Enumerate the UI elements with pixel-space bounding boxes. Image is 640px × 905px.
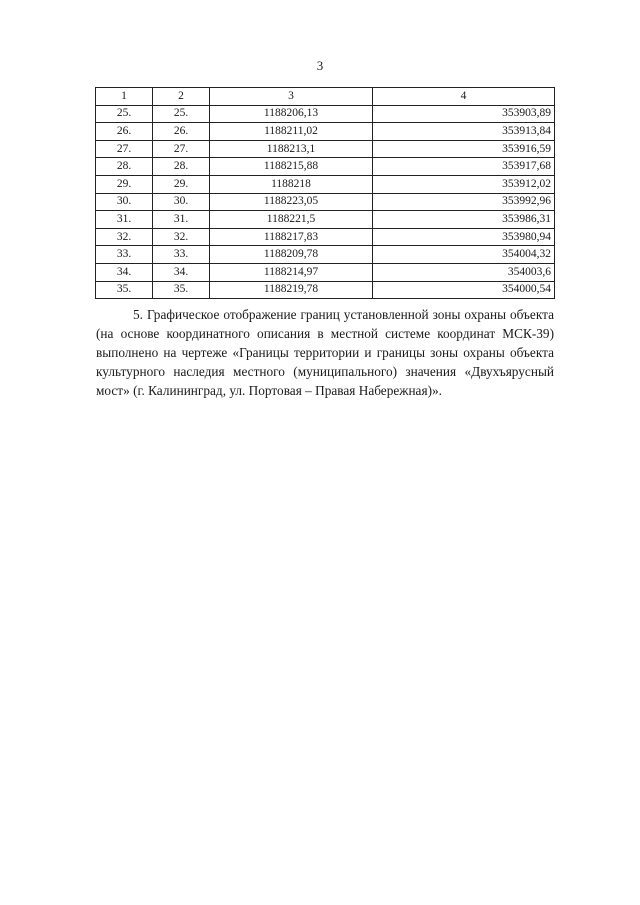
y-coordinate-cell: 353992,96 [373, 193, 555, 211]
table-row [96, 281, 555, 299]
coordinates-table [95, 87, 555, 299]
point-number-cell: 25. [96, 105, 153, 123]
point-number-cell: 26. [96, 123, 153, 141]
table-row [96, 193, 555, 211]
x-coordinate-cell: 1188206,13 [210, 105, 373, 123]
y-coordinate-cell: 354004,32 [373, 246, 555, 264]
x-coordinate-cell: 1188214,97 [210, 263, 373, 281]
point-number-cell: 34. [96, 263, 153, 281]
y-coordinate-cell: 353903,89 [373, 105, 555, 123]
point-number-cell: 32. [153, 228, 210, 246]
y-coordinate-cell: 353917,68 [373, 158, 555, 176]
table-row [96, 158, 555, 176]
point-number-cell: 26. [153, 123, 210, 141]
point-number-cell: 27. [153, 140, 210, 158]
point-number-cell: 28. [96, 158, 153, 176]
table-row [96, 246, 555, 264]
x-coordinate-cell: 1188215,88 [210, 158, 373, 176]
point-number-cell: 32. [96, 228, 153, 246]
point-number-cell: 27. [96, 140, 153, 158]
table-row [96, 263, 555, 281]
table-row [96, 140, 555, 158]
x-coordinate-cell: 1188221,5 [210, 211, 373, 229]
x-coordinate-cell: 1188217,83 [210, 228, 373, 246]
column-header-2: 2 [153, 88, 210, 106]
table-body [96, 105, 555, 299]
point-number-cell: 28. [153, 158, 210, 176]
table-row [96, 175, 555, 193]
table-row [96, 123, 555, 141]
table-row [96, 228, 555, 246]
x-coordinate-cell: 1188219,78 [210, 281, 373, 299]
x-coordinate-cell: 1188211,02 [210, 123, 373, 141]
column-header-3: 3 [210, 88, 373, 106]
y-coordinate-cell: 354000,54 [373, 281, 555, 299]
point-number-cell: 31. [96, 211, 153, 229]
point-number-cell: 31. [153, 211, 210, 229]
point-number-cell: 33. [96, 246, 153, 264]
column-header-1: 1 [96, 88, 153, 106]
page-number: 3 [316, 58, 324, 73]
point-number-cell: 30. [96, 193, 153, 211]
y-coordinate-cell: 353913,84 [373, 123, 555, 141]
y-coordinate-cell: 353986,31 [373, 211, 555, 229]
x-coordinate-cell: 1188213,1 [210, 140, 373, 158]
point-number-cell: 33. [153, 246, 210, 264]
point-number-cell: 25. [153, 105, 210, 123]
y-coordinate-cell: 353912,02 [373, 175, 555, 193]
point-number-cell: 34. [153, 263, 210, 281]
table-header-row [96, 88, 555, 106]
point-number-cell: 29. [153, 175, 210, 193]
x-coordinate-cell: 1188223,05 [210, 193, 373, 211]
x-coordinate-cell: 1188218 [210, 175, 373, 193]
x-coordinate-cell: 1188209,78 [210, 246, 373, 264]
point-number-cell: 30. [153, 193, 210, 211]
point-number-cell: 35. [96, 281, 153, 299]
column-header-4: 4 [373, 88, 555, 106]
y-coordinate-cell: 353916,59 [373, 140, 555, 158]
point-number-cell: 35. [153, 281, 210, 299]
y-coordinate-cell: 353980,94 [373, 228, 555, 246]
point-number-cell: 29. [96, 175, 153, 193]
zone-boundaries-paragraph: 5. Графическое отображение границ установленной зоны охраны объекта (на основе координатного описания в местной системе координат МСК-39) выполнено на чертеже «Границы территории и границы зоны охраны объекта культурного наследия местного (муниципального) значения «Двухъярусный мост» (г. Калининград, ул. Портовая – Правая Набережная)». [96, 307, 554, 398]
table-row [96, 211, 555, 229]
y-coordinate-cell: 354003,6 [373, 263, 555, 281]
table-row [96, 105, 555, 123]
